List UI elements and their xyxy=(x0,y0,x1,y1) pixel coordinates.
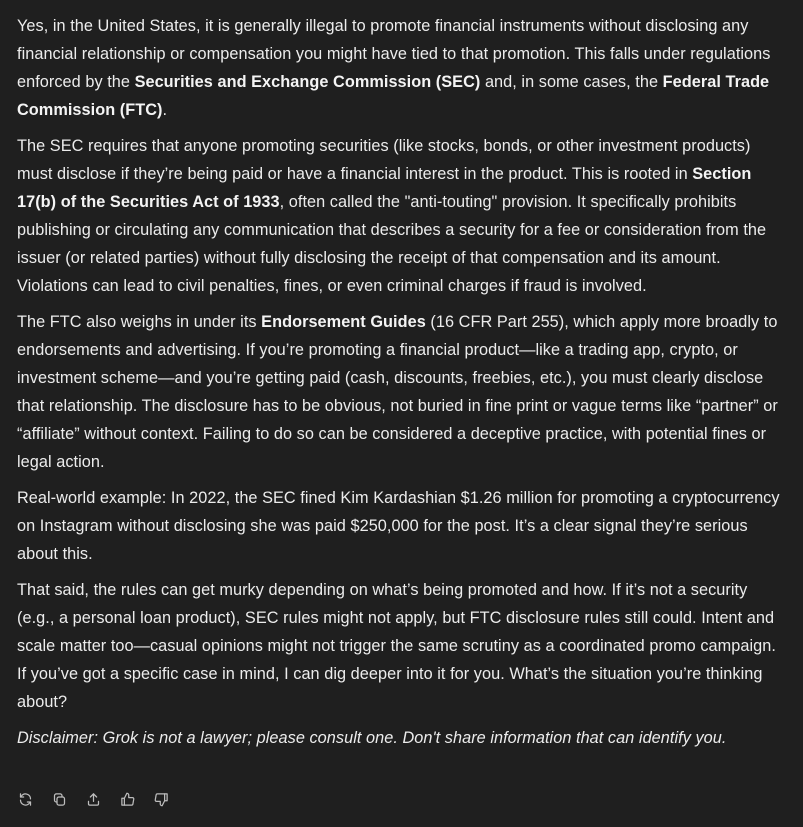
p1-bold-ftc: Federal Trade Commission (FTC) xyxy=(17,73,770,119)
share-button[interactable] xyxy=(83,792,103,812)
p2-bold-section: Section 17(b) of the Securities Act of 1933 xyxy=(17,165,752,211)
copy-button[interactable] xyxy=(49,792,69,812)
share-icon xyxy=(86,792,101,812)
thumbs-up-icon xyxy=(120,792,135,812)
paragraph-3 xyxy=(17,308,787,476)
thumbs-down-icon xyxy=(154,792,169,812)
like-button[interactable] xyxy=(117,792,137,812)
copy-icon xyxy=(52,792,67,812)
p3-text-1: The FTC also weighs in under its xyxy=(17,313,262,331)
disclaimer: Disclaimer: Grok is not a lawyer; please consult one. Don't share information that can identify you. xyxy=(17,729,727,747)
paragraph-1 xyxy=(17,12,787,124)
paragraph-2 xyxy=(17,132,787,300)
dislike-button[interactable] xyxy=(151,792,171,812)
assistant-message xyxy=(17,12,787,760)
regenerate-icon xyxy=(18,792,33,812)
p1-text-1: Yes, in the United States, it is generally illegal to promote financial instruments without disclosing any financial relationship or compensation you might have tied to that promotion. This falls under regulations enforced by the xyxy=(17,17,771,91)
p2-text-2: , often called the "anti-touting" provision. It specifically prohibits publishing or circulating any communication that describes a security for a fee or consideration from the issuer (or related parties) without fully disclosing the receipt of that compensation and its amount. Violations can lead to civil penalties, fines, or even criminal charges if fraud is involved. xyxy=(17,193,767,295)
p1-text-2: and, in some cases, the xyxy=(480,73,663,91)
p3-text-2: (16 CFR Part 255), which apply more broadly to endorsements and advertising. If you’re promoting a financial product—like a trading app, crypto, or investment scheme—and you’re getting paid (cash, discounts, freebies, etc.), you must clearly disclose that relationship. The disclosure has to be obvious, not buried in fine print or vague terms like “partner” or “affiliate” without context. Failing to do so can be considered a deceptive practice, with potential fines or legal action. xyxy=(17,313,778,471)
regenerate-button[interactable] xyxy=(15,792,35,812)
p2-text-1: The SEC requires that anyone promoting securities (like stocks, bonds, or other investment products) must disclose if they’re being paid or have a financial interest in the product. This is rooted in xyxy=(17,137,751,183)
paragraph-4: Real-world example: In 2022, the SEC fined Kim Kardashian $1.26 million for promoting a cryptocurrency on Instagram without disclosing she was paid $250,000 for the post. It’s a clear signal they’re serious about this. xyxy=(17,489,780,563)
paragraph-5: That said, the rules can get murky depending on what’s being promoted and how. If it’s not a security (e.g., a personal loan product), SEC rules might not apply, but FTC disclosure rules still could. Intent and scale matter too—casual opinions might not trigger the same scrutiny as a coordinated promo campaign. If you’ve got a specific case in mind, I can dig deeper into it for you. What’s the situation you’re thinking about? xyxy=(17,581,776,711)
p1-text-3: . xyxy=(162,101,168,119)
p3-bold-guides: Endorsement Guides xyxy=(261,313,426,331)
message-actions xyxy=(15,792,171,812)
p1-bold-sec: Securities and Exchange Commission (SEC) xyxy=(134,73,481,91)
